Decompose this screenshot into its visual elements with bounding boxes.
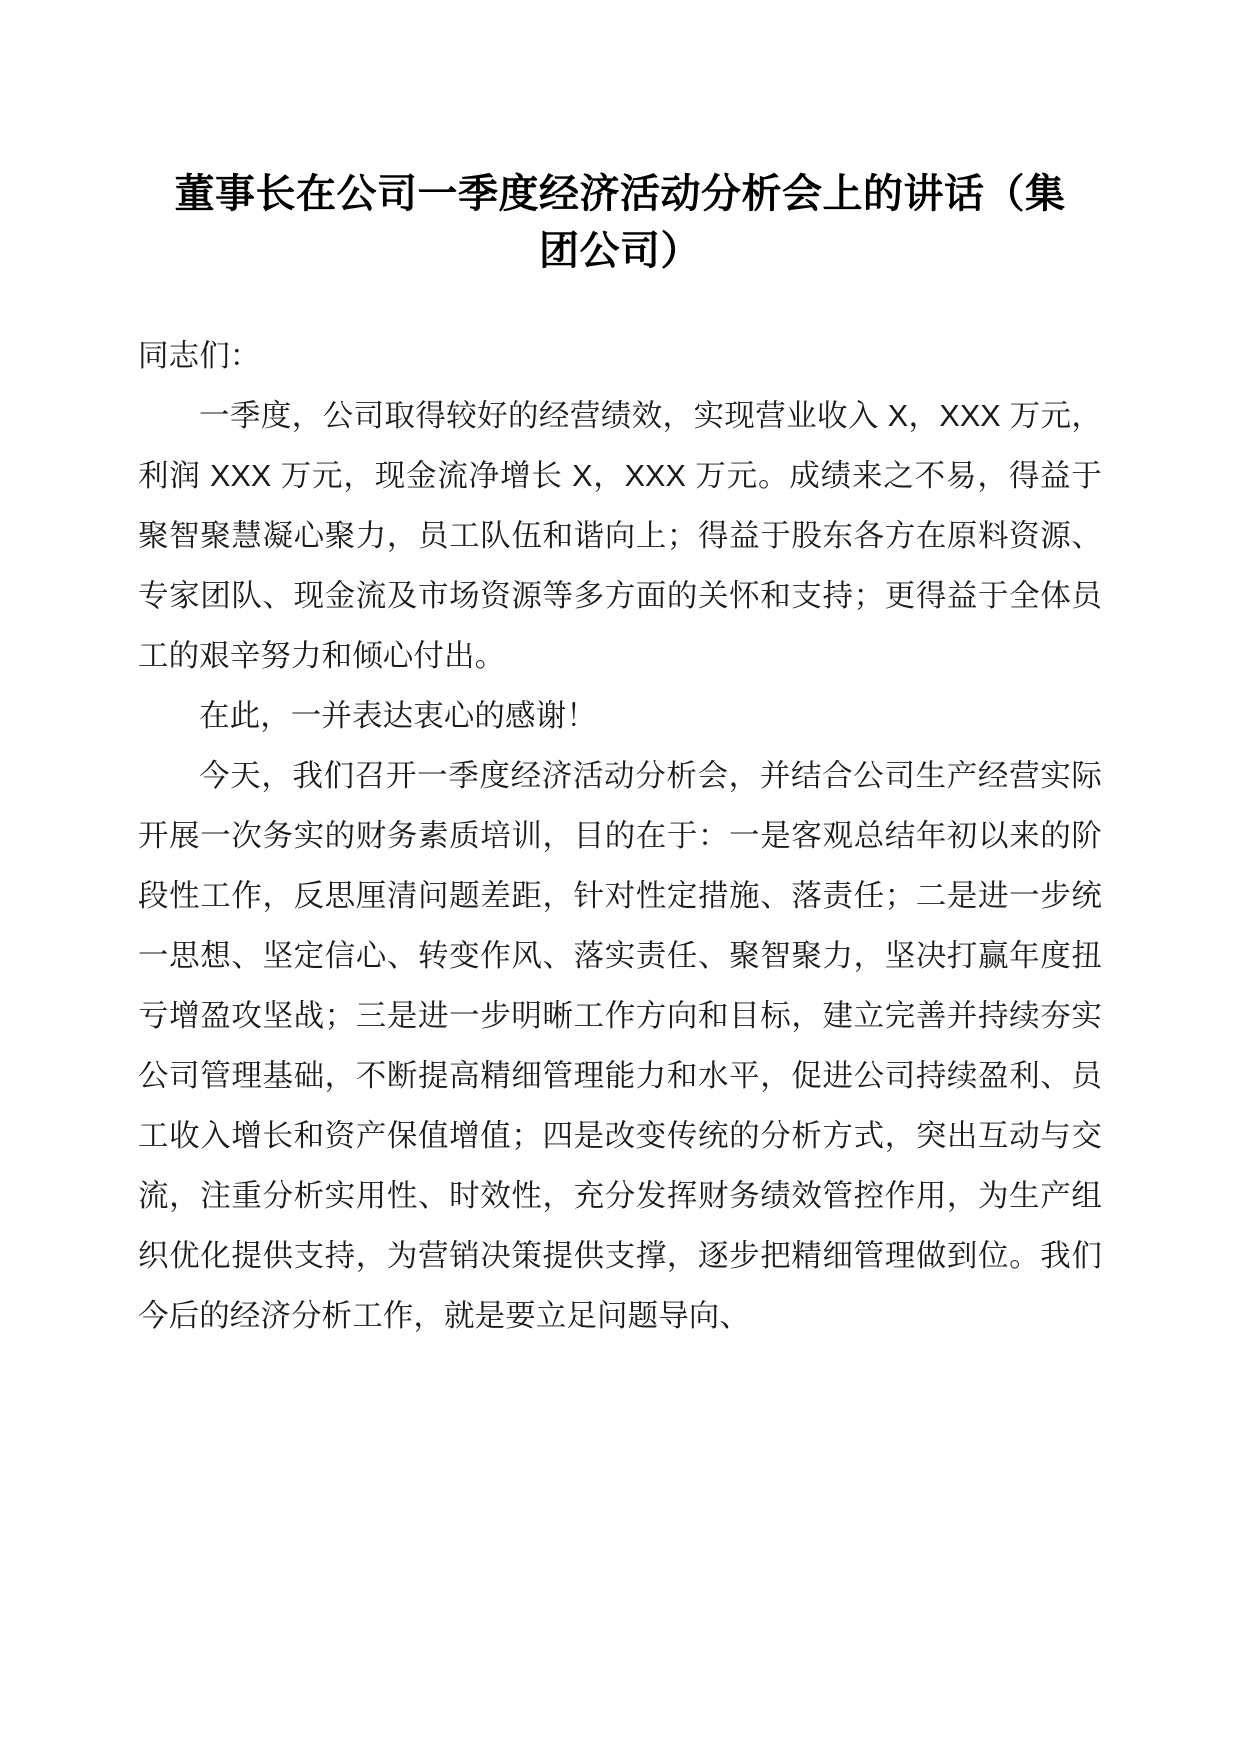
salutation-line: 同志们： [138,338,261,373]
paragraph-1: 一季度，公司取得较好的经营绩效，实现营业收入 X，XXX 万元，利润 XXX 万元，现金流净增长 X，XXX 万元。成绩来之不易，得益于聚智聚慧凝心聚力，员工队伍和谐向上；得益于股东各方在原料资源、专家团队、现金流及市场资源等多方面的关怀和支持；更得益于全体员工的艰辛努力和倾心付出。 [138,398,1102,673]
paragraph-2: 在此，一并表达衷心的感谢！ [199,698,597,733]
paragraph-3: 今天，我们召开一季度经济活动分析会，并结合公司生产经营实际开展一次务实的财务素质培训，目的在于：一是客观总结年初以来的阶段性工作，反思厘清问题差距，针对性定措施、落责任；二是进一步统一思想、坚定信心、转变作风、落实责任、聚智聚力，坚决打赢年度扭亏增盈攻坚战；三是进一步明晰工作方向和目标，建立完善并持续夯实公司管理基础，不断提高精细管理能力和水平，促进公司持续盈利、员工收入增长和资产保值增值；四是改变传统的分析方式，突出互动与交流，注重分析实用性、时效性，充分发挥财务绩效管控作用，为生产组织优化提供支持，为营销决策提供支撑，逐步把精细管理做到位。我们今后的经济分析工作，就是要立足问题导向、 [138,758,1102,1333]
page-title: 董事长在公司一季度经济活动分析会上的讲话（集团公司） [174,172,1066,273]
document-content [138,0,1102,1346]
document-body [138,326,1102,1346]
